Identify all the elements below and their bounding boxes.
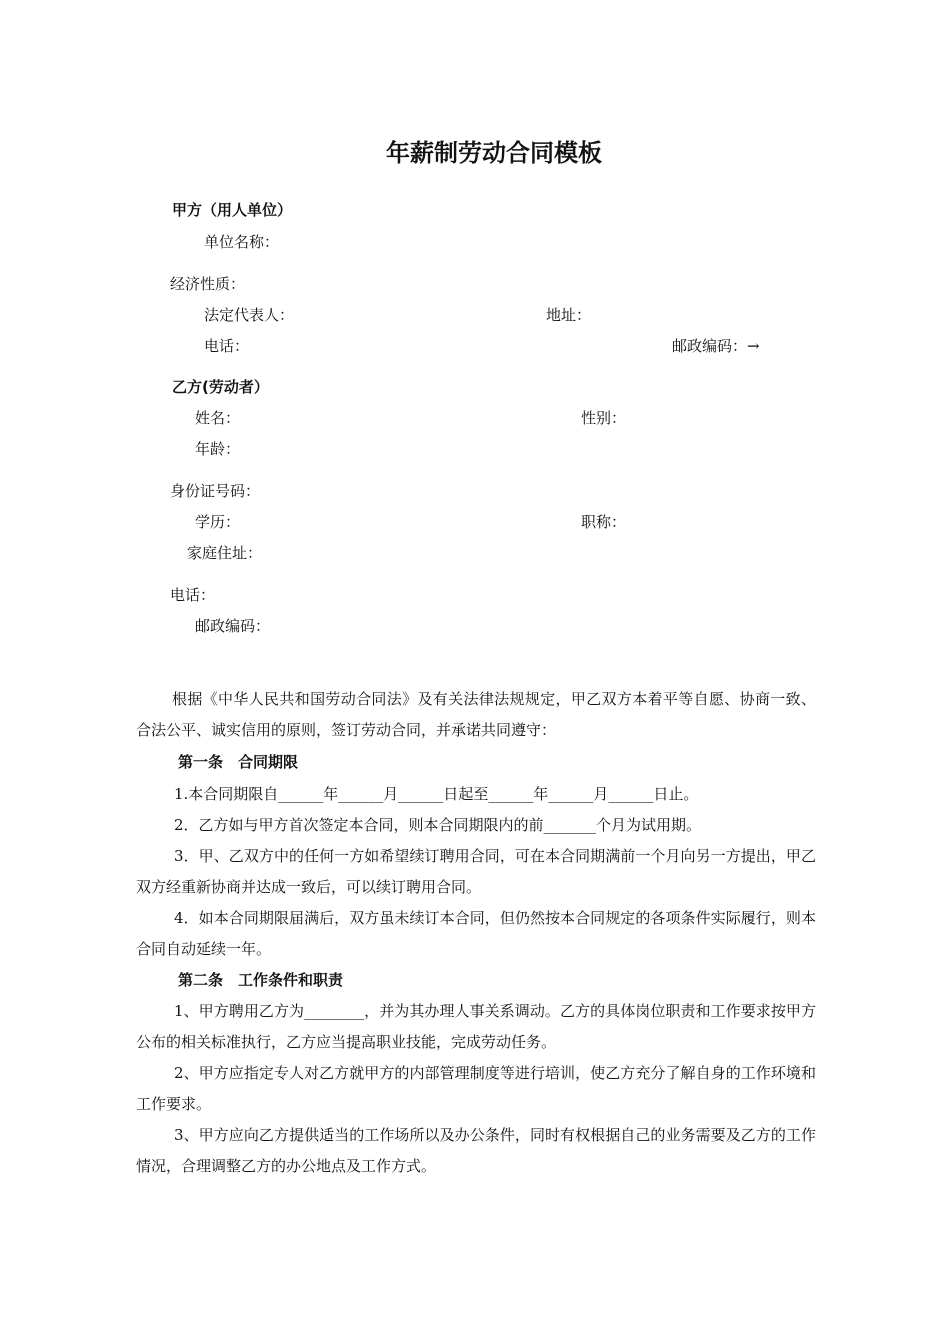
article-1-clause-2: 2．乙方如与甲方首次签定本合同，则本合同期限内的前_______个月为试用期。	[174, 816, 702, 834]
article-2-clause-2: 2、甲方应指定专人对乙方就甲方的内部管理制度等进行培训，使乙方充分了解自身的工作环境和工作要求。	[136, 1064, 816, 1113]
professional-title-label: 职称：	[581, 513, 627, 531]
name-label: 姓名：	[195, 409, 241, 427]
education-label: 学历：	[195, 513, 241, 531]
article-2-heading: 第二条 工作条件和职责	[178, 971, 344, 989]
legal-rep-label: 法定代表人：	[204, 306, 295, 324]
home-address-label: 家庭住址：	[187, 544, 263, 562]
party-b-heading: 乙方(劳动者）	[172, 378, 269, 396]
party-b-phone-label: 电话：	[170, 586, 216, 604]
address-label: 地址：	[546, 306, 592, 324]
article-2-clause-1: 1、甲方聘用乙方为________，并为其办理人事关系调动。乙方的具体岗位职责和工作要求按甲方公布的相关标准执行，乙方应当提高职业技能，完成劳动任务。	[136, 1002, 816, 1051]
intro-paragraph: 根据《中华人民共和国劳动合同法》及有关法律法规规定，甲乙双方本着平等自愿、协商一致、合法公平、诚实信用的原则，签订劳动合同，并承诺共同遵守：	[136, 690, 816, 739]
party-a-postcode-label: 邮政编码：→	[672, 337, 760, 355]
party-a-heading: 甲方（用人单位）	[172, 201, 293, 219]
article-1-clause-3: 3．甲、乙双方中的任何一方如希望续订聘用合同，可在本合同期满前一个月向另一方提出，甲乙双方经重新协商并达成一致后，可以续订聘用合同。	[136, 847, 816, 896]
party-b-postcode-label: 邮政编码：	[195, 617, 271, 635]
party-a-phone-label: 电话：	[204, 337, 250, 355]
article-1-clause-1: 1.本合同期限自______年______月______日起至______年______月______日止。	[174, 785, 699, 803]
page-title: 年薪制劳动合同模板	[386, 139, 602, 167]
age-label: 年龄：	[195, 440, 241, 458]
economy-label: 经济性质：	[170, 275, 246, 293]
article-1-clause-4: 4．如本合同期限届满后，双方虽未续订本合同，但仍然按本合同规定的各项条件实际履行，则本合同自动延续一年。	[136, 909, 816, 958]
article-2-clause-3: 3、甲方应向乙方提供适当的工作场所以及办公条件，同时有权根据自己的业务需要及乙方的工作情况，合理调整乙方的办公地点及工作方式。	[136, 1126, 816, 1175]
unit-name-label: 单位名称：	[204, 233, 280, 251]
id-number-label: 身份证号码：	[170, 482, 261, 500]
gender-label: 性别：	[581, 409, 627, 427]
article-1-heading: 第一条 合同期限	[178, 753, 299, 771]
